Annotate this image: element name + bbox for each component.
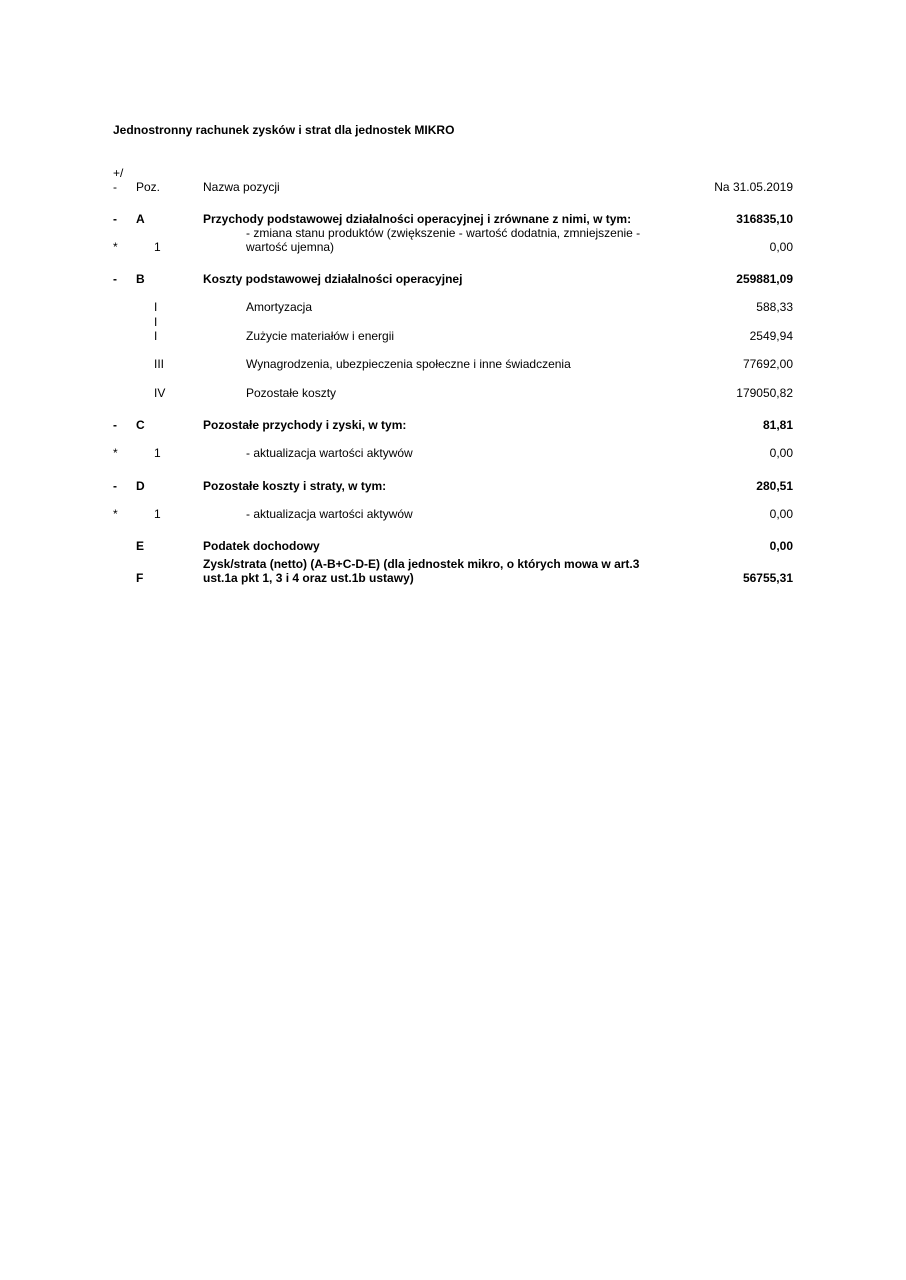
row-name: Pozostałe koszty i straty, w tym:	[203, 479, 387, 493]
row-value: 316835,10	[736, 212, 793, 226]
row-name-line1: Zysk/strata (netto) (A-B+C-D-E) (dla jednostek mikro, o których mowa w art.3	[203, 557, 640, 571]
row-name: Przychody podstawowej działalności operacyjnej i zrównane z nimi, w tym:	[203, 212, 632, 226]
row-code: C	[136, 418, 145, 432]
row-code: A	[136, 212, 145, 226]
row-sub-line2: I	[154, 329, 158, 343]
row-sign: -	[113, 212, 117, 226]
row-name-line2: wartość ujemna)	[246, 240, 335, 254]
row-sign: *	[113, 240, 118, 254]
row-name: - aktualizacja wartości aktywów	[246, 446, 413, 460]
row-value: 77692,00	[742, 357, 793, 371]
row-value: 179050,82	[736, 386, 793, 400]
row-sub: 1	[154, 240, 161, 254]
row-sub-line1: I	[154, 315, 158, 329]
header-sign-bottom: -	[113, 180, 117, 194]
row-value: 588,33	[756, 300, 793, 314]
row-value: 56755,31	[742, 571, 793, 585]
row-sign: *	[113, 507, 118, 521]
row-code: F	[136, 571, 144, 585]
row-name: - aktualizacja wartości aktywów	[246, 507, 413, 521]
row-value: 280,51	[756, 479, 793, 493]
row-name: Pozostałe przychody i zyski, w tym:	[203, 418, 407, 432]
header-sign-top: +/	[113, 166, 124, 180]
row-name: Podatek dochodowy	[203, 539, 320, 553]
row-sub: 1	[154, 446, 161, 460]
header-pos: Poz.	[136, 180, 161, 194]
row-sign: -	[113, 479, 117, 493]
row-sign: -	[113, 272, 117, 286]
header-date: Na 31.05.2019	[714, 180, 793, 194]
row-name: Amortyzacja	[246, 300, 313, 314]
row-name: Wynagrodzenia, ubezpieczenia społeczne i inne świadczenia	[246, 357, 571, 371]
row-value: 0,00	[769, 539, 793, 553]
row-code: E	[136, 539, 145, 553]
row-name: Koszty podstawowej działalności operacyjnej	[203, 272, 463, 286]
row-value: 0,00	[769, 240, 793, 254]
row-sub: 1	[154, 507, 161, 521]
row-sub: III	[154, 357, 165, 371]
row-value: 259881,09	[736, 272, 793, 286]
row-name: Pozostałe koszty	[246, 386, 337, 400]
row-value: 0,00	[769, 507, 793, 521]
row-sub: IV	[154, 386, 166, 400]
row-value: 81,81	[762, 418, 793, 432]
row-name-line2: ust.1a pkt 1, 3 i 4 oraz ust.1b ustawy)	[203, 571, 414, 585]
row-sign: -	[113, 418, 117, 432]
row-code: B	[136, 272, 145, 286]
row-value: 2549,94	[749, 329, 793, 343]
document-title: Jednostronny rachunek zysków i strat dla jednostek MIKRO	[113, 123, 455, 137]
row-code: D	[136, 479, 145, 493]
row-sub: I	[154, 300, 158, 314]
row-value: 0,00	[769, 446, 793, 460]
row-name-line1: - zmiana stanu produktów (zwiększenie - wartość dodatnia, zmniejszenie -	[246, 226, 641, 240]
row-name: Zużycie materiałów i energii	[246, 329, 395, 343]
header-name: Nazwa pozycji	[203, 180, 280, 194]
row-sign: *	[113, 446, 118, 460]
